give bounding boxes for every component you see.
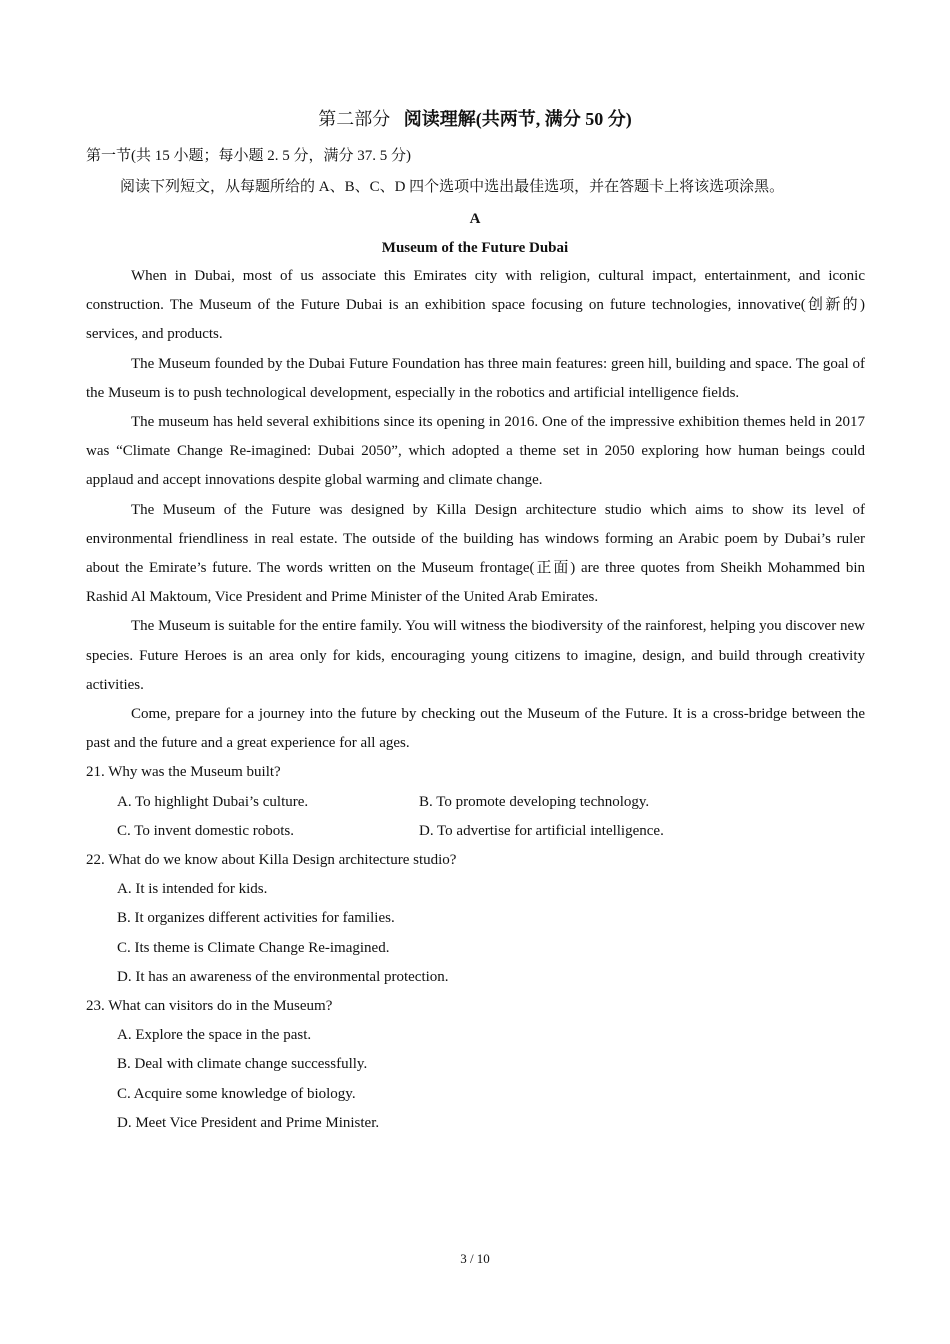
option-a: A. To highlight Dubai’s culture. xyxy=(117,793,309,810)
paragraph: The Museum founded by the Dubai Future Foundation has three main features: green hill, building and space. The goal of the Museum is to push technological development, especially in the robotics and artificial intelligence fields. xyxy=(86,355,865,401)
option-row xyxy=(86,817,865,846)
section-instructions: 阅读下列短文，从每题所给的 A、B、C、D 四个选项中选出最佳选项，并在答题卡上将该选项涂黑。 xyxy=(120,179,785,195)
passage-title: Museum of the Future Dubai xyxy=(381,240,569,256)
paragraph: The Museum of the Future was designed by Killa Design architecture studio which aims to show its level of environmental friendliness in real estate. The outside of the building has windows forming an Arabic poem by Dubai’s ruler about the Emirate’s future. The words written on the Museum frontage(正面) are three quotes from Sheikh Mohammed bin Rashid Al Maktoum, Vice President and Prime Minister of the United Arab Emirates. xyxy=(86,501,865,606)
paragraph: When in Dubai, most of us associate this Emirates city with religion, cultural impact, entertainment, and iconic construction. The Museum of the Future Dubai is an exhibition space focusing on future technologies, innovative(创新的) services, and products. xyxy=(86,268,865,343)
paragraph: The museum has held several exhibitions since its opening in 2016. One of the impressive exhibition themes held in 2017 was “Climate Change Re-imagined: Dubai 2050”, which adopted a theme set in 2050 exploring how human beings could applaud and accept innovations despite global warming and climate change. xyxy=(86,414,865,489)
part-main: 阅读理解(共两节, 满分 50 分) xyxy=(403,109,632,129)
question-stem: 23. What can visitors do in the Museum? xyxy=(86,998,333,1015)
page-number: 3 / 10 xyxy=(460,1251,490,1266)
question-list xyxy=(86,758,865,1138)
question-23 xyxy=(86,992,865,1138)
question-21 xyxy=(86,758,865,846)
part-prefix: 第二部分 xyxy=(318,109,391,129)
passage-label: A xyxy=(469,211,481,227)
option-d: D. Meet Vice President and Prime Minister. xyxy=(117,1114,380,1131)
option-b: B. Deal with climate change successfully. xyxy=(117,1056,368,1073)
option-c: C. To invent domestic robots. xyxy=(117,822,294,839)
option-row xyxy=(86,788,865,817)
option-b: B. To promote developing technology. xyxy=(419,793,650,810)
paragraph: The Museum is suitable for the entire family. You will witness the biodiversity of the rainforest, helping you discover new species. Future Heroes is an area only for kids, encouraging young citizens to imagine, design, and build through creativity activities. xyxy=(86,618,865,693)
option-d: D. To advertise for artificial intelligence. xyxy=(419,822,664,839)
option-a: A. Explore the space in the past. xyxy=(117,1027,312,1044)
part-title xyxy=(0,106,950,132)
question-22 xyxy=(86,846,865,992)
option-d: D. It has an awareness of the environmental protection. xyxy=(117,968,449,985)
paragraph: Come, prepare for a journey into the future by checking out the Museum of the Future. It is a cross-bridge between the past and the future and a great experience for all ages. xyxy=(86,706,865,752)
passage-body xyxy=(86,262,865,1138)
option-c: C. Its theme is Climate Change Re-imagined. xyxy=(117,939,390,956)
option-b: B. It organizes different activities for families. xyxy=(117,910,395,927)
option-c: C. Acquire some knowledge of biology. xyxy=(117,1085,356,1102)
option-a: A. It is intended for kids. xyxy=(117,881,268,898)
section-title: 第一节(共 15 小题；每小题 2. 5 分，满分 37. 5 分) xyxy=(86,148,411,164)
question-stem: 22. What do we know about Killa Design architecture studio? xyxy=(86,852,457,869)
question-stem: 21. Why was the Museum built? xyxy=(86,764,281,781)
